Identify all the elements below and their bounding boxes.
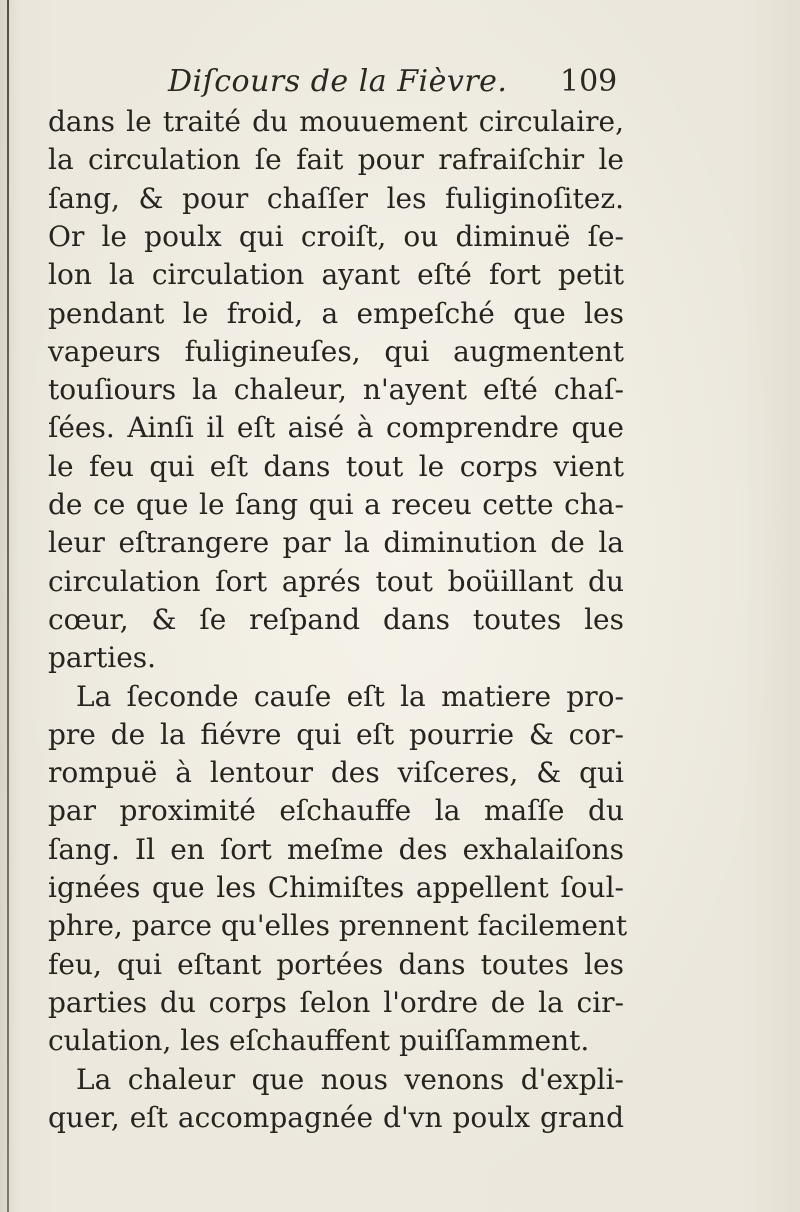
text-line: cœur, & ſe reſpand dans toutes les	[48, 602, 624, 636]
text-line: rompuë à lentour des viſceres, & qui	[48, 756, 624, 790]
text-line: quer, eſt accompagnée d'vn poulx grand	[48, 1100, 624, 1134]
text-line: de ce que le ſang qui a receu cette cha-	[48, 488, 624, 521]
binding-edge	[7, 0, 9, 1212]
text-line: ignées que les Chimiſtes appellent ſoul-	[48, 871, 624, 904]
text-line: ſang, & pour chaſſer les fuliginoſitez.	[48, 181, 624, 215]
text-line: pre de la fiévre qui eſt pourrie & cor-	[48, 717, 624, 751]
text-line: pendant le froid, a empeſché que les	[48, 296, 624, 330]
text-line: parties.	[48, 641, 157, 675]
page-header	[0, 62, 800, 102]
text-line: culation, les eſchauffent puiſſamment.	[48, 1024, 590, 1058]
running-title: Diſcours de la Fièvre.	[168, 64, 508, 99]
text-line: ſées. Ainſi il eſt aisé à comprendre que	[48, 411, 624, 445]
text-line: feu, qui eſtant portées dans toutes les	[48, 947, 624, 981]
text-line: vapeurs fuligineuſes, qui augmentent	[48, 334, 624, 368]
text-line: circulation ſort aprés tout boüillant du	[48, 564, 624, 598]
text-line: La chaleur que nous venons d'expli-	[76, 1062, 624, 1096]
text-line: le feu qui eſt dans tout le corps vient	[48, 449, 624, 483]
text-line: dans le traité du mouuement circulaire,	[48, 105, 624, 138]
page-number: 109	[560, 64, 618, 99]
text-line: ſang. Il en ſort meſme des exhalaiſons	[48, 832, 624, 866]
text-line: touſiours la chaleur, n'ayent eſté chaſ-	[48, 373, 624, 407]
text-line: leur eſtrangere par la diminution de la	[48, 526, 624, 560]
text-line: parties du corps ſelon l'ordre de la cir-	[48, 985, 624, 1019]
text-line: lon la circulation ayant eſté fort petit	[48, 258, 624, 292]
text-line: Or le poulx qui croiſt, ou diminuë ſe-	[48, 219, 624, 253]
text-line: par proximité eſchauffe la maſſe du	[48, 794, 624, 828]
text-line: La ſeconde cauſe eſt la matiere pro-	[76, 679, 624, 713]
text-line: phre, parce qu'elles prennent facilement	[48, 909, 628, 943]
text-line: la circulation ſe fait pour rafraiſchir le	[48, 143, 624, 177]
